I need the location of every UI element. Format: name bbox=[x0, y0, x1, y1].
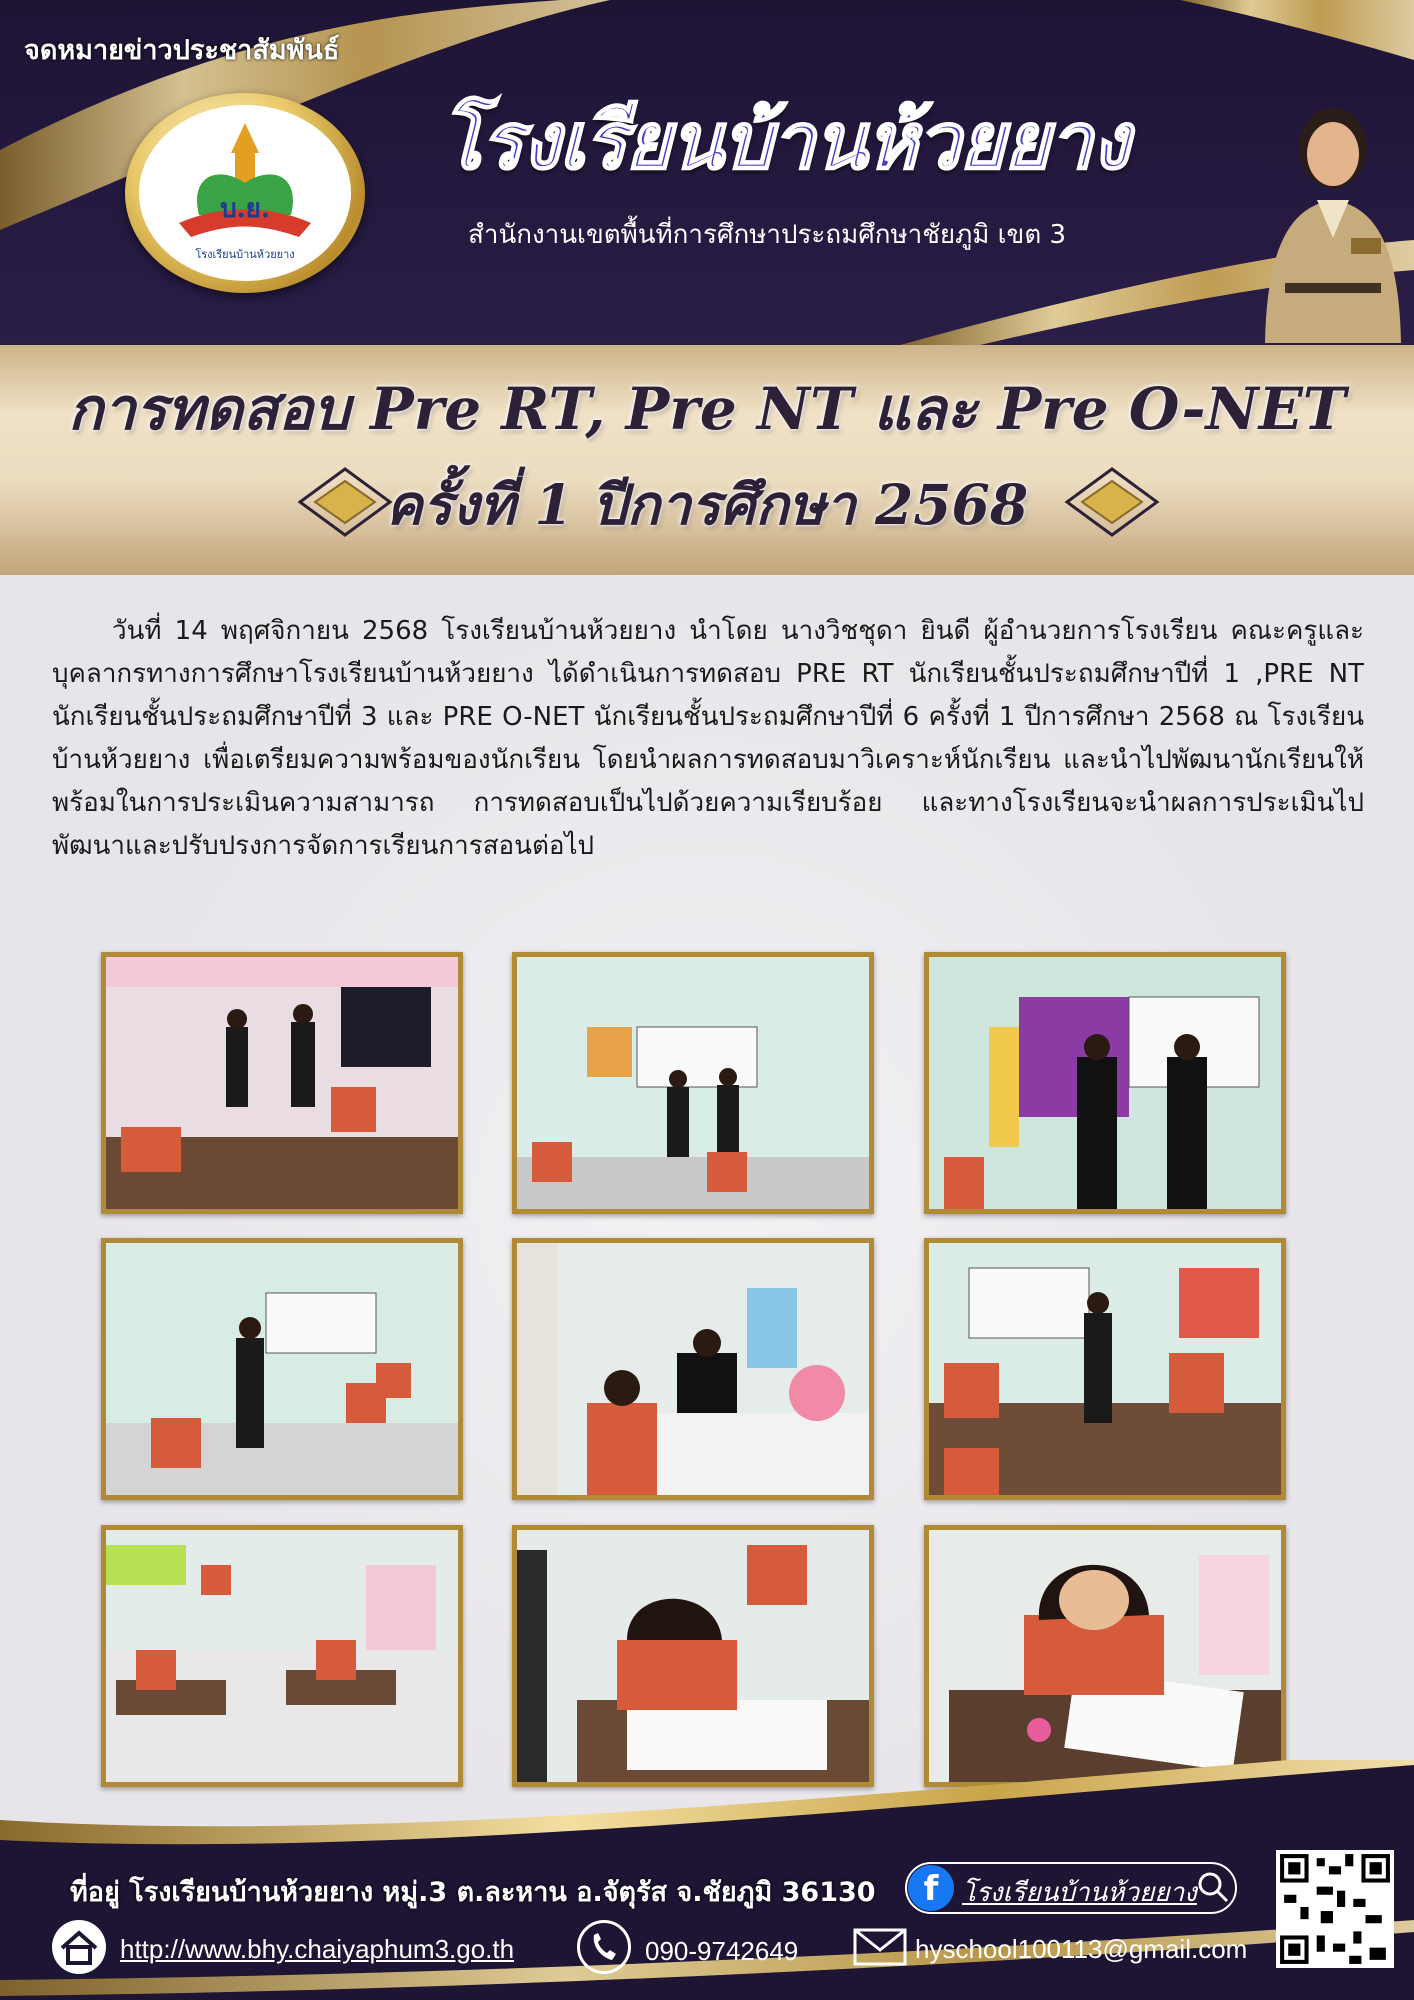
school-address: ที่อยู่ โรงเรียนบ้านห้วยยาง หมู่.3 ต.ละหาน อ.จัตุรัส จ.ชัยภูมิ 36130 bbox=[70, 1877, 876, 1908]
phone-number: 090-9742649 bbox=[645, 1936, 799, 1966]
director-portrait bbox=[1255, 88, 1410, 343]
mail-icon bbox=[853, 1928, 907, 1966]
photo-teacher-assisting-student-desk bbox=[512, 1238, 874, 1500]
photo-young-student-writing-closeup bbox=[924, 1525, 1286, 1787]
photo-teacher-walking-classroom bbox=[101, 1238, 463, 1500]
school-subtitle: สำนักงานเขตพื้นที่การศึกษาประถมศึกษาชัยภูมิ เขต 3 bbox=[468, 220, 1067, 250]
school-title: โรงเรียนบ้านห้วยยาง bbox=[440, 96, 1129, 187]
photo-students-testing-desks bbox=[101, 1525, 463, 1787]
facebook-icon: f bbox=[908, 1865, 954, 1911]
search-icon bbox=[1196, 1870, 1230, 1904]
home-icon bbox=[52, 1920, 106, 1974]
qr-code-icon bbox=[1276, 1850, 1394, 1968]
school-logo-emblem bbox=[139, 105, 351, 281]
photo-teachers-front-classroom-2 bbox=[512, 952, 874, 1214]
phone-icon bbox=[577, 1920, 631, 1974]
photo-student-writing-test-closeup bbox=[512, 1525, 874, 1787]
photo-teachers-front-classroom-3 bbox=[924, 952, 1286, 1214]
facebook-page-label[interactable]: โรงเรียนบ้านห้วยยาง bbox=[962, 1878, 1197, 1908]
logo-caption: โรงเรียนบ้านห้วยยาง bbox=[195, 248, 295, 261]
headline-line-2: ครั้งที่ 1 ปีการศึกษา 2568 bbox=[385, 472, 1029, 537]
logo-initials: บ.ย. bbox=[220, 194, 270, 224]
photo-teacher-standing-students-testing bbox=[924, 1238, 1286, 1500]
photo-teachers-front-classroom-1 bbox=[101, 952, 463, 1214]
headline-line-1: การทดสอบ Pre RT, Pre NT และ Pre O-NET bbox=[68, 375, 1346, 443]
newsletter-label: จดหมายข่าวประชาสัมพันธ์ bbox=[24, 35, 340, 66]
diamond-ornament-right-icon bbox=[1062, 467, 1162, 537]
diamond-ornament-left-icon bbox=[295, 467, 395, 537]
school-logo bbox=[125, 93, 365, 293]
news-paragraph: วันที่ 14 พฤศจิกายน 2568 โรงเรียนบ้านห้วยยาง นำโดย นางวิชชุดา ยินดี ผู้อำนวยการโรงเรียน คณะครูและบุคลากรทางการศึกษาโรงเรียนบ้านห้วยยาง ได้ดำเนินการทดสอบ PRE RT นักเรียนชั้นประถมศึกษาปีที่ 1 ,PRE NT นักเรียนชั้นประถมศึกษาปีที่ 3 และ PRE O-NET นักเรียนชั้นประถมศึกษาปีที่ 6 ครั้งที่ 1 ปีการศึกษา 2568 ณ โรงเรียนบ้านห้วยยาง เพื่อเตรียมความพร้อมของนักเรียน โดยนำผลการทดสอบมาวิเคราะห์นักเรียน และนำไปพัฒนานักเรียนให้พร้อมในการประเมินความสามารถ การทดสอบเป็นไปด้วยความเรียบร้อย และทางโรงเรียนจะนำผลการประเมินไปพัฒนาและปรับปรงการจัดการเรียนการสอนต่อไป bbox=[52, 616, 1365, 861]
website-link[interactable]: http://www.bhy.chaiyaphum3.go.th bbox=[120, 1934, 515, 1964]
email-address[interactable]: hyschool100113@gmail.com bbox=[915, 1934, 1248, 1964]
